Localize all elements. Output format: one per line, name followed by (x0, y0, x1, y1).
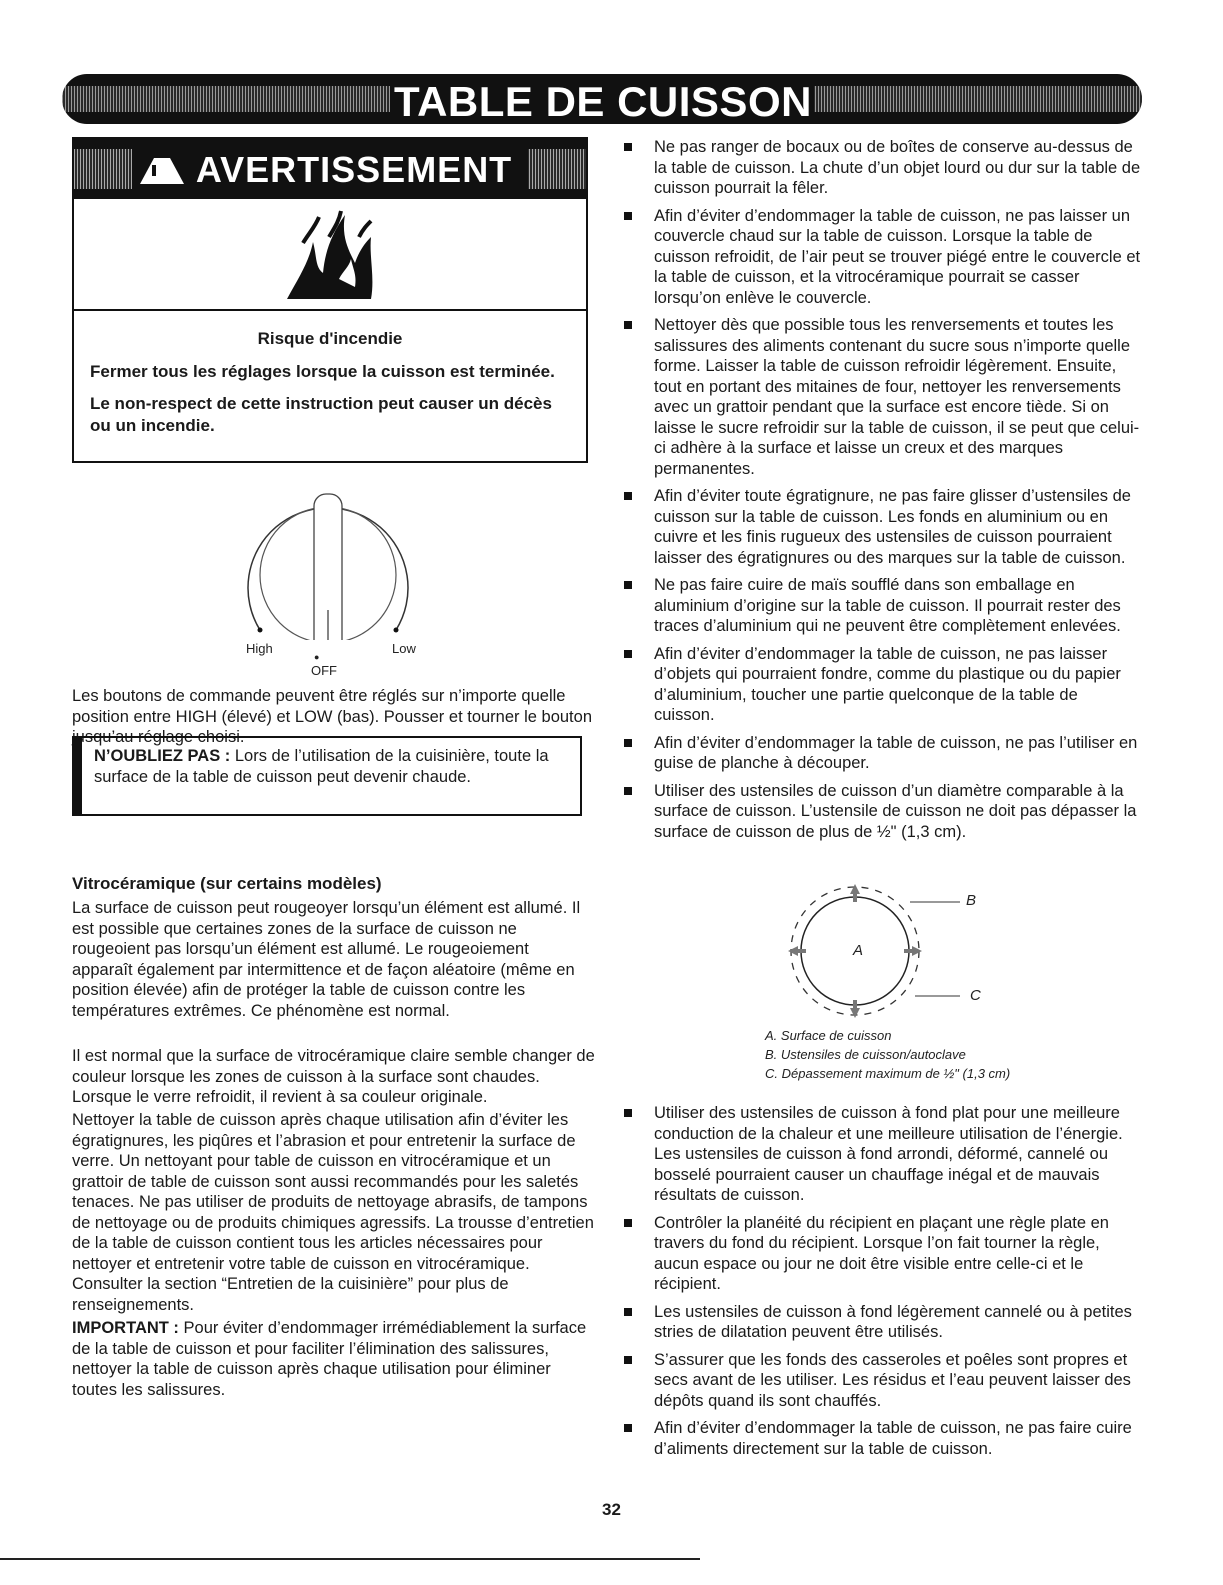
warning-header (74, 139, 586, 199)
warning-title-wrap (74, 149, 586, 191)
reminder-text: Lors de l’utilisation de la cuisinière, toute la surface de la table de cuisson peut devenir chaude. (94, 747, 549, 786)
list-item: Afin d’éviter d’endommager la table de cuisson, ne pas laisser un couvercle chaud sur la table de cuisson. Lorsque la table de cuisson refroidit, de l’air peut se trouver piégé entre le couvercle et la table de cuisson, et la vitrocéramique pourrait se casser lorsqu’on enlève le couvercle. (622, 206, 1142, 309)
list-item: S’assurer que les fonds des casseroles et poêles sont propres et secs avant de les utiliser. Les résidus et l’eau peuvent laisser des dépôts quand ils sont chauffés. (622, 1350, 1142, 1412)
list-item: Ne pas ranger de bocaux ou de boîtes de conserve au-dessus de la table de cuisson. La chute d’un objet lourd ou dur sur la table de cuisson pourrait la fêler. (622, 137, 1142, 199)
diagram-label-c: C (970, 987, 981, 1004)
header-banner (62, 74, 1142, 124)
footer-rule (0, 1558, 700, 1560)
warning-box (72, 137, 588, 463)
reminder-label: N’OUBLIEZ PAS : (94, 747, 231, 765)
cookware-size-diagram (760, 876, 1000, 1026)
warning-triangle-icon (140, 158, 184, 184)
knob-off-dot: ● (314, 652, 320, 662)
section-paragraph-2: Il est normal que la surface de vitrocéramique claire semble changer de couleur lorsque les zones de cuisson à la surface sont chaudes. Lorsque le verre refroidit, il revient à sa couleur originale. (72, 1047, 595, 1106)
caption-c: C. Dépassement maximum de ½" (1,3 cm) (765, 1066, 1011, 1081)
section-paragraph-3: Nettoyer la table de cuisson après chaque utilisation afin d’éviter les égratignures, les piqûres et l’abrasion et pour entretenir la surface de verre. Un nettoyant pour table de cuisson en vitrocéramique et un grattoir de table de cuisson sont aussi recommandés pour les saletés tenaces. Ne pas utiliser de produits de nettoyage abrasifs, de tampons de nettoyage ou de produits chimiques agressifs. La trousse d’entretien de la table de cuisson contient tous les articles nécessaires pour nettoyer et entretenir votre table de cuisson en vitrocéramique. Consulter la section “Entretien de la cuisinière” pour plus de renseignements. (72, 1111, 594, 1314)
control-knob-illustration (238, 480, 418, 640)
list-item: Afin d’éviter d’endommager la table de cuisson, ne pas l’utiliser en guise de planche à découper. (622, 733, 1142, 774)
risk-title: Risque d'incendie (257, 329, 403, 348)
list-item: Ne pas faire cuire de maïs soufflé dans son emballage en aluminium d’origine sur la table de cuisson. Il pourrait rester des traces d’aluminium qui ne peuvent être complètement enlevées. (622, 575, 1142, 637)
list-item: Utiliser des ustensiles de cuisson à fond plat pour une meilleure conduction de la chaleur et une meilleure utilisation de l’énergie. Les ustensiles de cuisson à fond arrondi, déformé, cannelé ou bosselé pourraient causer un chauffage inégal et de mauvais résultats de cuisson. (622, 1103, 1142, 1206)
warning-title: AVERTISSEMENT (188, 149, 520, 190)
reminder-box (72, 736, 582, 816)
important-label: IMPORTANT : (72, 1319, 179, 1337)
list-item: Afin d’éviter d’endommager la table de cuisson, ne pas faire cuire d’aliments directement sur la table de cuisson. (622, 1418, 1142, 1459)
bullet-list-bottom (622, 1103, 1142, 1466)
section-paragraph-4 (72, 1318, 592, 1400)
caption-b: B. Ustensiles de cuisson/autoclave (765, 1047, 966, 1062)
page-number: 32 (602, 1500, 621, 1519)
knob-off-label: OFF (311, 663, 337, 678)
list-item: Utiliser des ustensiles de cuisson d’un diamètre comparable à la surface de cuisson. L’ustensile de cuisson ne doit pas dépasser la surface de cuisson de plus de ½" (1,3 cm). (622, 781, 1142, 843)
page-title: TABLE DE CUISSON (62, 78, 1142, 124)
warning-line-1: Fermer tous les réglages lorsque la cuisson est terminée. (90, 362, 555, 381)
diagram-label-b: B (966, 892, 977, 909)
fire-pictogram-area (74, 199, 586, 311)
list-item: Afin d’éviter toute égratignure, ne pas faire glisser d’ustensiles de cuisson sur la table de cuisson. Les fonds en aluminium ou en cuivre et les finis rugueux des ustensiles de cuisson pourraient laisser des égratignures ou des marques sur la table de cuisson. (622, 486, 1142, 568)
list-item: Contrôler la planéité du récipient en plaçant une règle plate en travers du fond du récipient. Lorsque l’on fait tourner la règle, aucun espace ou jour ne doit être visible entre celle-ci et le récipient. (622, 1213, 1142, 1295)
important-text: Pour éviter d’endommager irrémédiablement la surface de la table de cuisson et pour faciliter l’élimination des salissures, nettoyer la table de cuisson après chaque utilisation pour éliminer toutes les salissures. (72, 1319, 587, 1399)
list-item: Nettoyer dès que possible tous les renversements et toutes les salissures des aliments contenant du sucre sous n’importe quelle forme. Laisser la table de cuisson refroidir légèrement. Ensuite, tout en portant des mitaines de four, nettoyer les renversements avec un grattoir pendant que la surface est encore tiède. Si on laisse le sucre refroidir sur la table de cuisson, il se peut que celui-ci adhère à la surface et laisse un creux et des marques permanentes. (622, 315, 1142, 479)
list-item: Les ustensiles de cuisson à fond légèrement cannelé ou à petites stries de dilatation peuvent être utilisés. (622, 1302, 1142, 1343)
knob-description: Les boutons de commande peuvent être réglés sur n’importe quelle position entre HIGH (élevé) et LOW (bas). Pousser et tourner le bouton jusqu’au réglage choisi. (72, 687, 592, 746)
diagram-label-a: A (853, 942, 864, 959)
section-paragraph-1: La surface de cuisson peut rougeoyer lorsqu’un élément est allumé. Il est possible que certaines zones de la surface de cuisson ne rougeoient pas lorsqu’un élément est allumé. Le rougeoiement apparaît également par intermittence et de façon aléatoire (même en position élevée) afin de protéger la table de cuisson contre les températures extrêmes. Ce phénomène est normal. (72, 899, 581, 1020)
knob-high-label: High (246, 641, 273, 656)
list-item: Afin d’éviter d’endommager la table de cuisson, ne pas laisser d’objets qui pourraient fondre, comme du plastique ou du papier d’aluminium, toucher une partie quelconque de la table de cuisson. (622, 644, 1142, 726)
caption-a: A. Surface de cuisson (765, 1028, 892, 1043)
fire-icon (279, 207, 379, 302)
warning-line-2: Le non-respect de cette instruction peut causer un décès ou un incendie. (90, 394, 552, 435)
bullet-list-top (622, 137, 1142, 849)
knob-low-label: Low (392, 641, 416, 656)
section-heading: Vitrocéramique (sur certains modèles) (72, 874, 382, 893)
